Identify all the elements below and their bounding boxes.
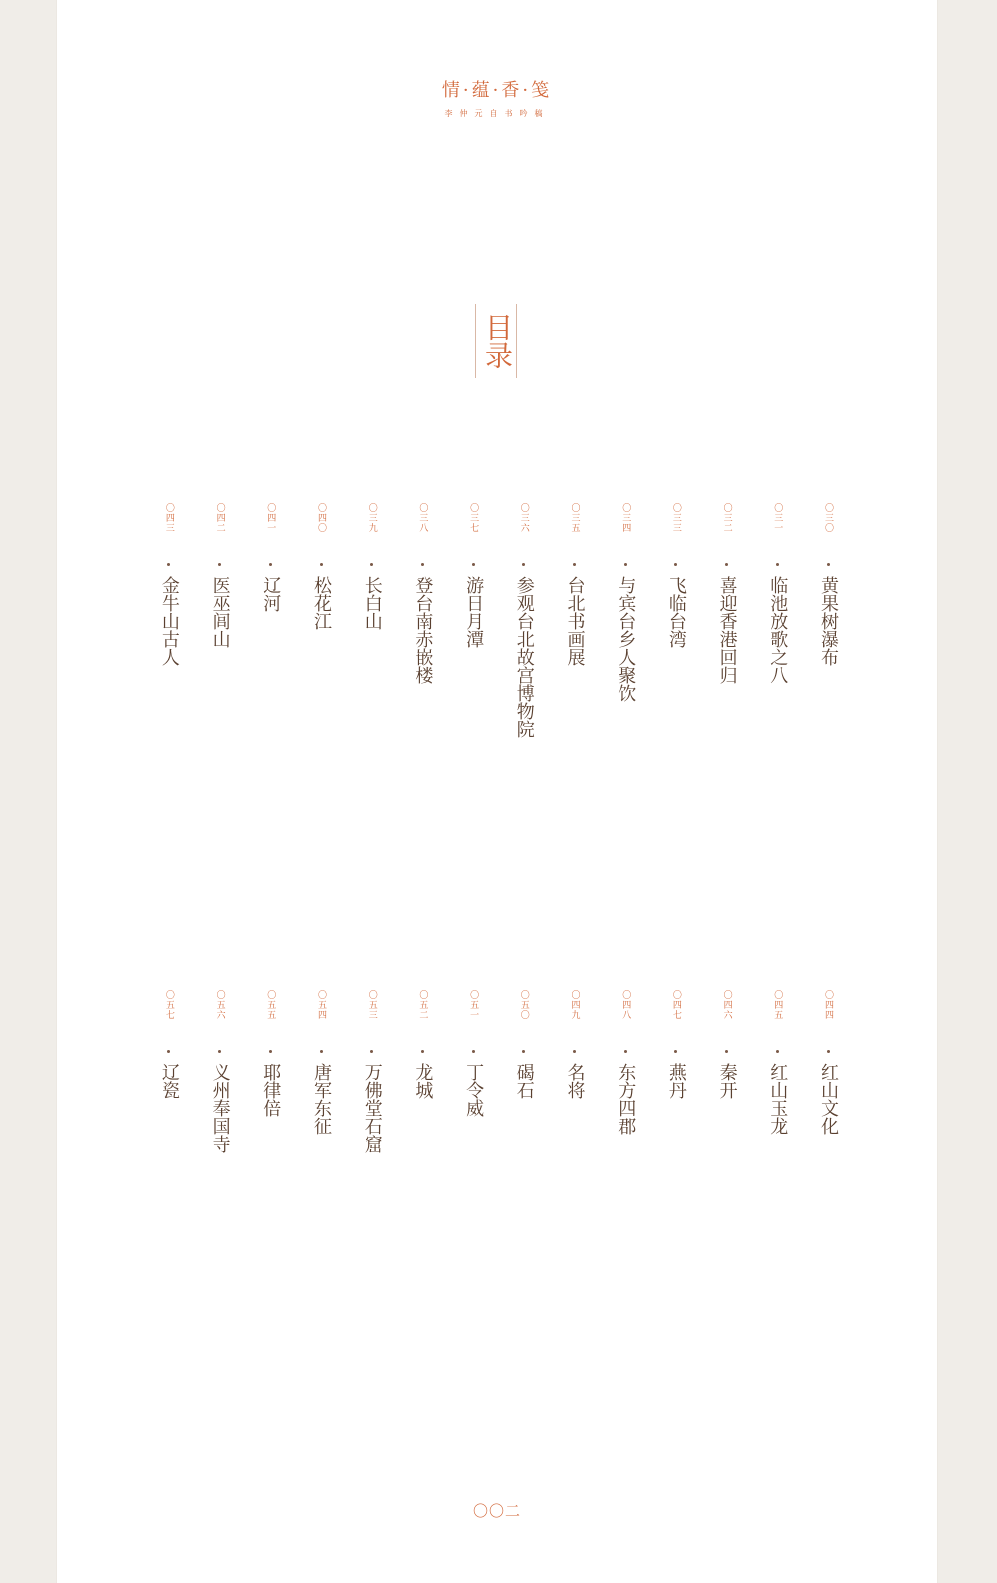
toc-entry-title: 游日月潭 <box>463 576 485 648</box>
toc-entry-page-number: 〇四八 <box>620 990 631 1020</box>
toc-entry-page-number: 〇五七 <box>163 990 174 1020</box>
toc-entry-title: 名将 <box>564 1063 586 1099</box>
toc-entry-separator-dot <box>522 563 525 566</box>
toc-entry[interactable] <box>666 990 686 1099</box>
toc-entry[interactable] <box>565 990 585 1099</box>
toc-entry[interactable] <box>311 503 331 630</box>
toc-entry-page-number: 〇四三 <box>163 503 174 533</box>
toc-entry-page-number: 〇四五 <box>772 990 783 1020</box>
toc-entry-page-number: 〇四一 <box>265 503 276 533</box>
toc-entry-title: 燕丹 <box>665 1063 687 1099</box>
toc-entry-separator-dot <box>522 1050 525 1053</box>
toc-entry-separator-dot <box>421 563 424 566</box>
toc-entry-separator-dot <box>624 563 627 566</box>
book-title: 情·蕴·香·笺 <box>441 80 553 101</box>
toc-entry-page-number: 〇三八 <box>417 503 428 533</box>
toc-entry-title: 辽河 <box>260 576 282 612</box>
toc-entry[interactable] <box>565 503 585 666</box>
toc-entry[interactable] <box>463 503 483 648</box>
toc-entry-separator-dot <box>472 563 475 566</box>
toc-entry[interactable] <box>767 990 787 1135</box>
toc-entry-page-number: 〇四〇 <box>316 503 326 533</box>
toc-entry-separator-dot <box>320 563 323 566</box>
toc-entry-separator-dot <box>320 1050 323 1053</box>
page-number: 〇〇二 <box>472 1502 521 1520</box>
toc-entry-title: 红山文化 <box>818 1063 839 1135</box>
toc-entry-separator-dot <box>827 1050 830 1053</box>
toc-entry[interactable] <box>159 503 179 666</box>
toc-entry-separator-dot <box>269 1050 272 1053</box>
toc-entry-title: 东方四郡 <box>615 1063 637 1135</box>
toc-entry-title: 松花江 <box>311 576 332 630</box>
toc-entry-separator-dot <box>624 1050 627 1053</box>
toc-entry-page-number: 〇五三 <box>366 990 377 1020</box>
toc-entry[interactable] <box>767 503 787 684</box>
toc-entry-title: 喜迎香港回归 <box>716 576 738 684</box>
toc-entry-title: 辽瓷 <box>158 1063 180 1099</box>
toc-entry-page-number: 〇三九 <box>366 503 377 533</box>
toc-entry-title: 与宾台乡人聚饮 <box>615 576 637 702</box>
toc-entry[interactable] <box>412 503 432 684</box>
toc-entry-title: 秦开 <box>716 1063 738 1099</box>
toc-entry[interactable] <box>666 503 686 648</box>
toc-entry-separator-dot <box>725 1050 728 1053</box>
toc-entry-separator-dot <box>218 563 221 566</box>
toc-entry-title: 飞临台湾 <box>665 576 687 648</box>
toc-entry-page-number: 〇四七 <box>670 990 681 1020</box>
toc-entry-page-number: 〇三一 <box>772 503 783 533</box>
toc-entry-separator-dot <box>218 1050 221 1053</box>
toc-entry-separator-dot <box>674 563 677 566</box>
toc-entry-page-number: 〇三〇 <box>823 503 833 533</box>
toc-entry[interactable] <box>717 990 737 1099</box>
toc-entry-title: 丁令威 <box>463 1063 485 1117</box>
toc-entry-title: 耶律倍 <box>260 1063 282 1117</box>
toc-entry-title: 台北书画展 <box>564 576 586 666</box>
toc-entry-title: 唐军东征 <box>311 1063 332 1135</box>
toc-entry-separator-dot <box>776 1050 779 1053</box>
toc-entry-separator-dot <box>776 563 779 566</box>
toc-entry-separator-dot <box>472 1050 475 1053</box>
toc-entry-separator-dot <box>167 563 170 566</box>
toc-entry-title: 临池放歌之八 <box>767 576 789 684</box>
toc-entry-title: 碣石 <box>513 1063 535 1099</box>
toc-entry-separator-dot <box>167 1050 170 1053</box>
toc-entry[interactable] <box>260 503 280 612</box>
toc-entry-page-number: 〇三五 <box>569 503 580 533</box>
toc-entry[interactable] <box>615 503 635 702</box>
toc-entry[interactable] <box>362 503 382 630</box>
toc-entry-title: 登台南赤嵌楼 <box>412 576 434 684</box>
toc-entry-page-number: 〇四六 <box>721 990 732 1020</box>
toc-entry-page-number: 〇四九 <box>569 990 580 1020</box>
toc-entry[interactable] <box>818 503 838 666</box>
toc-entry-title: 红山玉龙 <box>767 1063 789 1135</box>
toc-entry-separator-dot <box>725 563 728 566</box>
book-page <box>57 0 937 1583</box>
toc-entry-separator-dot <box>674 1050 677 1053</box>
toc-entry-title: 长白山 <box>361 576 383 630</box>
toc-entry[interactable] <box>210 503 230 648</box>
toc-entry-title: 黄果树瀑布 <box>818 576 839 666</box>
toc-entry-page-number: 〇五四 <box>316 990 326 1020</box>
toc-entry-page-number: 〇五五 <box>265 990 276 1020</box>
toc-entry-page-number: 〇三三 <box>670 503 681 533</box>
toc-entry-page-number: 〇五二 <box>417 990 428 1020</box>
toc-entry[interactable] <box>210 990 230 1153</box>
toc-entry-separator-dot <box>269 563 272 566</box>
toc-entry-page-number: 〇三四 <box>620 503 631 533</box>
toc-entry-separator-dot <box>573 563 576 566</box>
toc-entry-page-number: 〇四二 <box>214 503 225 533</box>
toc-entry[interactable] <box>260 990 280 1117</box>
toc-entry-title: 参观台北故宫博物院 <box>513 576 535 738</box>
toc-entry[interactable] <box>818 990 838 1135</box>
toc-entry-separator-dot <box>370 1050 373 1053</box>
toc-entry-page-number: 〇四四 <box>823 990 833 1020</box>
toc-entry-separator-dot <box>827 563 830 566</box>
toc-entry-page-number: 〇三六 <box>518 503 529 533</box>
toc-entry-page-number: 〇五一 <box>468 990 479 1020</box>
book-subtitle: 李仲元自书吟稿 <box>444 109 550 118</box>
toc-entry[interactable] <box>514 503 534 738</box>
toc-entry-page-number: 〇五〇 <box>518 990 529 1020</box>
toc-entry-page-number: 〇五六 <box>214 990 225 1020</box>
toc-entry-title: 龙城 <box>412 1063 434 1099</box>
toc-entry-title: 义州奉国寺 <box>209 1063 231 1153</box>
toc-entry-separator-dot <box>421 1050 424 1053</box>
toc-entry[interactable] <box>717 503 737 684</box>
toc-entry-separator-dot <box>370 563 373 566</box>
toc-entry-title: 金牛山古人 <box>158 576 180 666</box>
toc-entry-page-number: 〇三七 <box>468 503 479 533</box>
toc-heading: 目录 <box>475 304 517 378</box>
toc-entry[interactable] <box>311 990 331 1135</box>
toc-entry-title: 万佛堂石窟 <box>361 1063 383 1153</box>
toc-entry[interactable] <box>159 990 179 1099</box>
toc-entry-separator-dot <box>573 1050 576 1053</box>
toc-entry[interactable] <box>463 990 483 1117</box>
page-header <box>57 78 937 120</box>
toc-entry[interactable] <box>362 990 382 1153</box>
toc-entry-page-number: 〇三二 <box>721 503 732 533</box>
toc-entry[interactable] <box>615 990 635 1135</box>
toc-entry-title: 医巫闾山 <box>209 576 231 648</box>
toc-entry[interactable] <box>412 990 432 1099</box>
toc-entry[interactable] <box>514 990 534 1099</box>
